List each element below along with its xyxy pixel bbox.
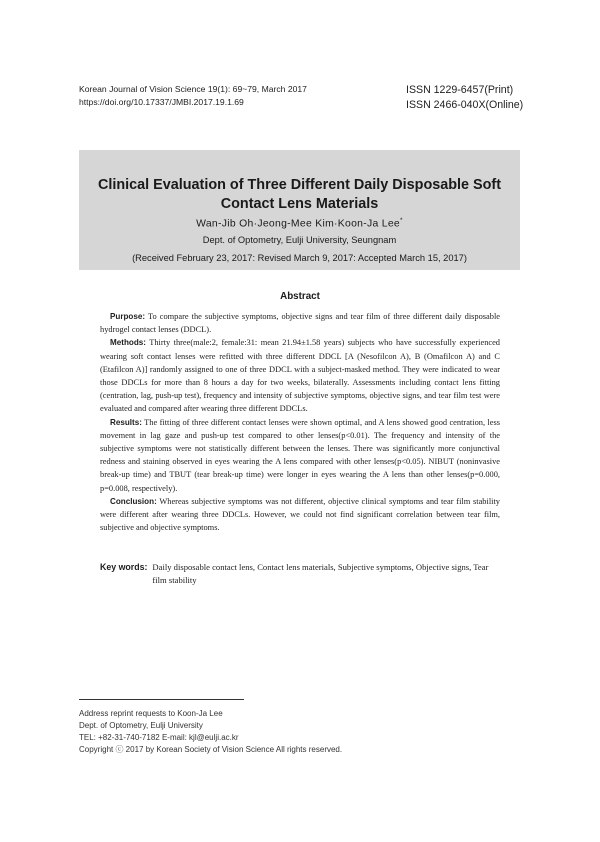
abstract-purpose	[100, 310, 500, 336]
purpose-text: To compare the subjective symptoms, objective signs and tear film of three different daily disposable hydrogel contact lenses (DDCL).	[100, 312, 500, 335]
title-block	[79, 150, 520, 270]
issn-block	[406, 83, 523, 113]
methods-label: Methods:	[110, 338, 146, 348]
doi-link[interactable]: https://doi.org/10.17337/JMBI.2017.19.1.69	[79, 97, 244, 107]
keywords	[100, 561, 500, 587]
abstract-body	[100, 310, 500, 534]
methods-text: Thirty three(male:2, female:31: mean 21.94±1.58 years) subjects who have successfully experienced wearing soft contact lenses were refitted with three different DDCL [A (Nesofilcon A), B (Omafilcon A) and C (Etafilcon A)] randomly assigned to one of three DDCL with a subject-masked method. They were indicated to wear those DDCLs for more than 8 hours a day for two weeks, bilaterally. Assessments including contact lens fitting (centration, lag, push-up test), frequency and intensity of subjective symptoms, objective signs, and tear film test were evaluated and compared after wearing three different DDCLs.	[100, 338, 500, 414]
issn-online: ISSN 2466-040X(Online)	[406, 99, 524, 111]
issn-print: ISSN 1229-6457(Print)	[406, 84, 514, 96]
abstract-heading: Abstract	[280, 291, 320, 302]
title-line-1: Clinical Evaluation of Three Different Daily Disposable Soft	[97, 177, 501, 193]
title-line-2: Contact Lens Materials	[220, 196, 379, 212]
paper-title	[79, 176, 520, 214]
abstract-methods	[100, 336, 500, 415]
received-dates: (Received February 23, 2017: Revised March 9, 2017: Accepted March 15, 2017)	[132, 253, 467, 264]
keywords-text: Daily disposable contact lens, Contact lens materials, Subjective symptoms, Objective signs, Tear film stability	[152, 562, 489, 586]
corresponding-author-mark: *	[400, 217, 403, 224]
footnote-contact: TEL: +82-31-740-7182 E-mail: kjl@eulji.ac.kr	[79, 733, 239, 742]
footnote-copyright: Copyright ⓒ 2017 by Korean Society of Vision Science All rights reserved.	[79, 745, 343, 754]
footnote-reprint: Address reprint requests to Koon-Ja Lee	[79, 709, 223, 718]
journal-citation	[79, 83, 307, 109]
purpose-label: Purpose:	[110, 312, 146, 321]
footnote-divider	[79, 699, 244, 700]
keywords-label: Key words:	[100, 562, 148, 572]
results-label: Results:	[110, 417, 142, 427]
conclusion-label: Conclusion:	[110, 496, 157, 506]
footnote	[79, 708, 342, 756]
affiliation: Dept. of Optometry, Eulji University, Seungnam	[202, 235, 397, 246]
conclusion-text: Whereas subjective symptoms was not different, objective clinical symptoms and tear film stability were different after wearing three DDCLs. However, we could not find significant correlation between tear film, subjective and objective symptoms.	[100, 496, 500, 533]
journal-line: Korean Journal of Vision Science 19(1): 69~79, March 2017	[79, 84, 307, 94]
authors	[79, 217, 520, 229]
footnote-dept: Dept. of Optometry, Eulji University	[79, 721, 203, 730]
results-text: The fitting of three different contact lenses were shown optimal, and A lens showed good centration, less movement in lag gaze and push-up test compared to other lenses(p<0.01). The frequency and intensity of the subjective symptoms were not statistically different between the lenses. There was significantly more conjunctival redness and staining observed in eyes wearing the A lens compared with other lenses(p<0.05). NIBUT (noninvasive break-up time) and TBUT (tear break-up time) were longer in eyes wearing the A lens than other lenses(p=0.000, p=0.008, respectively).	[100, 417, 500, 493]
abstract-results	[100, 416, 500, 495]
author-names: Wan-Jib Oh·Jeong-Mee Kim·Koon-Ja Lee	[196, 218, 401, 230]
abstract-conclusion	[100, 495, 500, 535]
